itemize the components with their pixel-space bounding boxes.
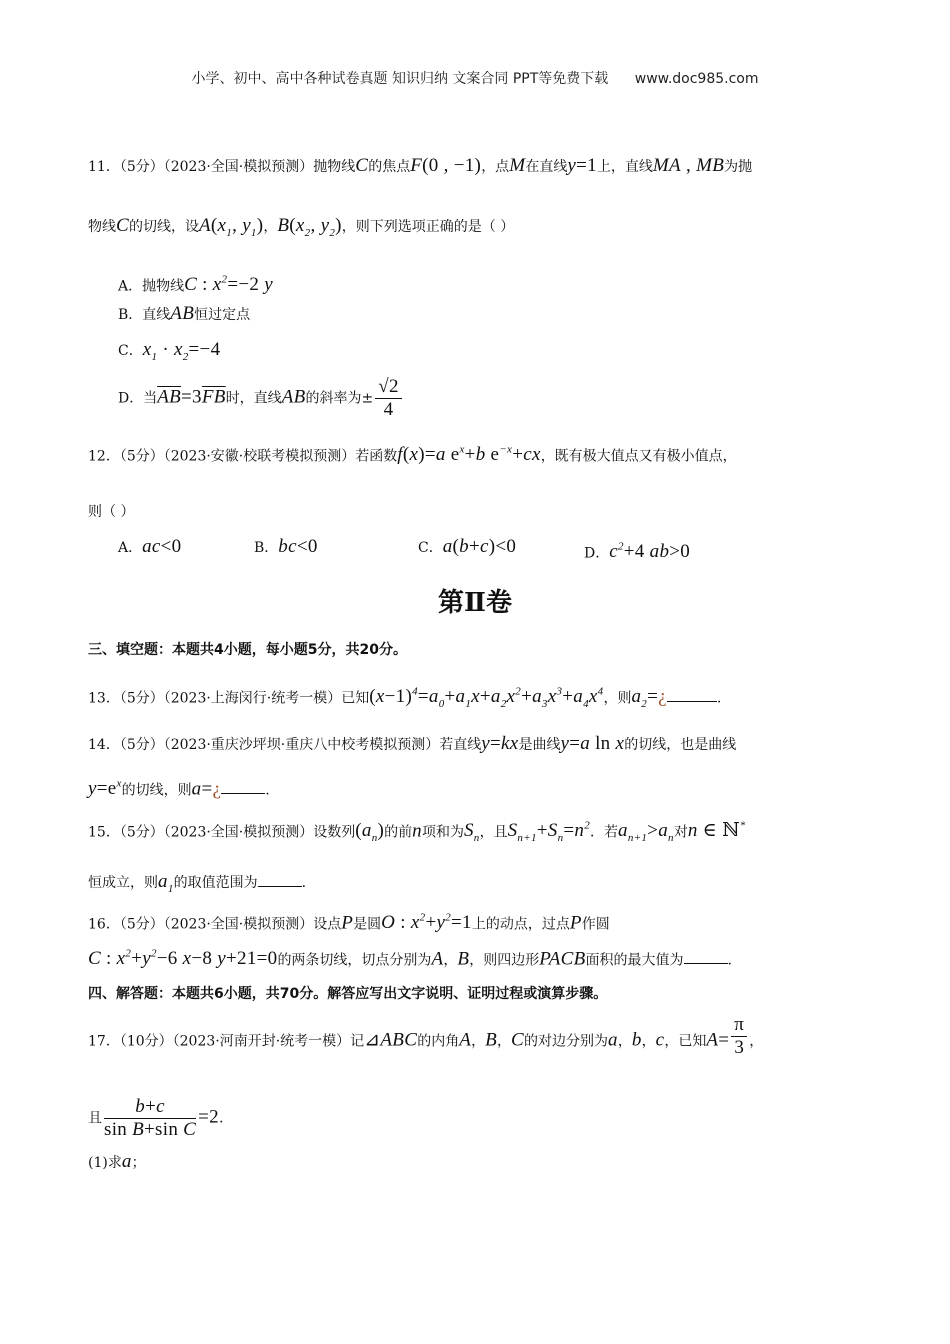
q17-line2: 且 $\frac{b+c}{\text{sin B+sin C}}$ =2. [88, 1096, 224, 1140]
q11-option-b[interactable]: B．直线AB恒过定点 [118, 303, 251, 324]
answer-blank[interactable] [667, 689, 717, 702]
header-url[interactable]: www.doc985.com [634, 71, 759, 87]
q12-option-a[interactable]: A．ac<0 [118, 536, 182, 557]
part3-heading: 三、填空题：本题共4小题，每小题5分，共20分。 [88, 642, 407, 658]
q11-line2: 物线C的切线，设$A(x_1$, $y_1$)，$B(x_2$, $y_2$)，则下列选项正确的是（ ） [88, 215, 515, 239]
q12-option-b[interactable]: B．bc<0 [254, 536, 318, 557]
q12-option-c[interactable]: C．a(b+c)<0 [418, 536, 517, 557]
part4-heading: 四、解答题：本题共6小题，共70分。解答应写出文字说明、证明过程或演算步骤。 [88, 986, 608, 1002]
q16-line1: 16．（5分）（2023·全国·模拟预测）设点P是圆O : $x^2+y^2=1$上的动点，过点P作圆 [88, 912, 610, 934]
q14-line1: 14．（5分）（2023·重庆沙坪坝·重庆八中校考模拟预测）若直线y=kx是曲线y=a ln x的切线，也是曲线 [88, 733, 737, 754]
q17-sub1: (1)求a； [88, 1151, 146, 1172]
q12-line1: 12．（5分）（2023·安徽·校联考模拟预测）若函数f(x)=a $e^x+b$ $e^{-x}+cx$，既有极大值点又有极小值点， [88, 444, 737, 466]
q15-line1: 15．（5分）（2023·全国·模拟预测）设数列$(a_n)$的前n项和为$S_n$，且$S_{n+1}+S_n=n^2$．若$a_{n+1}>a_n$对n ∈ ℕ* [88, 820, 746, 845]
q13-line: 13．（5分）（2023·上海闵行·统考一模）已知$(x-1)^4=a_0+a_1x+a_2x^2+a_3x^3+a_4x^4$，则$a_2=¿$ . [88, 686, 722, 711]
q11-option-c[interactable]: C．$x_1 \cdot x_2=-4$ [118, 339, 221, 363]
section-title: 第Ⅱ卷 [438, 588, 512, 618]
header-text: 小学、初中、高中各种试卷真题 知识归纳 文案合同 PPT等免费下载 [191, 71, 609, 87]
answer-blank[interactable] [258, 874, 302, 887]
q12-line2: 则（ ） [88, 504, 135, 520]
answer-blank[interactable] [684, 951, 728, 964]
page-header [0, 68, 950, 88]
q11-line1: 11．（5分）（2023·全国·模拟预测）抛物线C的焦点F(0 , −1)，点M在直线y=1上，直线MA , MB为抛 [88, 155, 753, 176]
q12-option-d[interactable]: D．$c^2+4$ ab>0 [584, 541, 691, 563]
answer-blank[interactable] [221, 781, 265, 794]
q14-line2: $y=e^x$的切线，则a=¿ . [88, 778, 270, 800]
q17-line1: 17．（10分）（2023·河南开封·统考一模）记⊿ABC的内角A，B，C的对边分别为a，b，c，已知A= $\frac{\pi}{3}$ ， [88, 1014, 764, 1058]
q11-option-a[interactable]: A．抛物线C : $x^2=-2$ y [118, 274, 273, 296]
q16-line2: C : $x^2+y^2-6$ x−8 y+21=0的两条切线，切点分别为A，B，则四边形PACB面积的最大值为 . [88, 948, 732, 970]
q11-option-d[interactable]: D．当$\overline{AB}=3\overline{FB}$时，直线AB的斜率为± $\frac{√2}{4}$ [118, 376, 404, 421]
q15-line2: 恒成立，则$a_1$的取值范围为 . [88, 871, 307, 895]
